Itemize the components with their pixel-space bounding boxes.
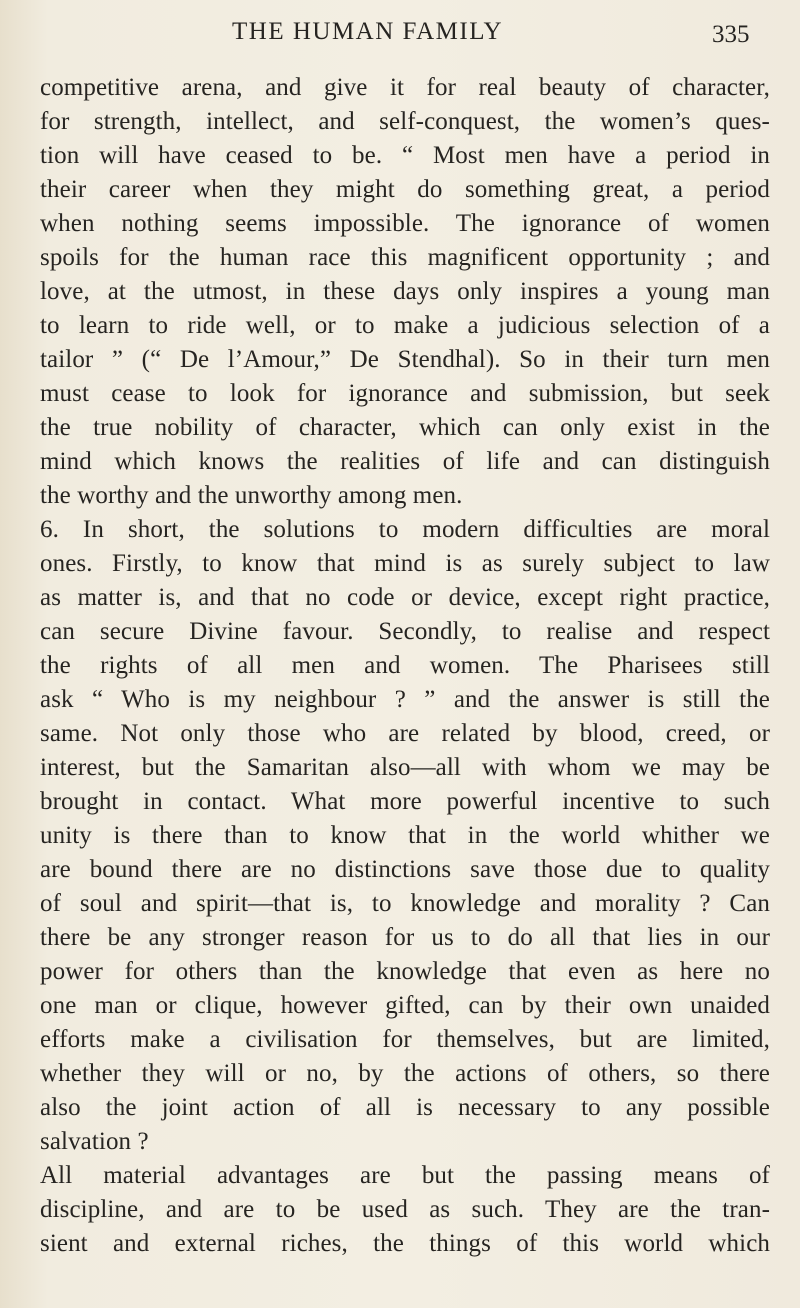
text-line: one man or clique, however gifted, can by their own unaided [40, 992, 770, 1019]
text-line: competitive arena, and give it for real beauty of character, [40, 74, 770, 101]
text-line: the rights of all men and women. The Pharisees still [40, 652, 770, 679]
text-line: love, at the utmost, in these days only inspires a young man [40, 278, 770, 305]
text-line: of soul and spirit—that is, to knowledge and morality ? Can [40, 890, 770, 917]
text-line: there be any stronger reason for us to do all that lies in our [40, 924, 770, 951]
text-line: their career when they might do something great, a period [40, 176, 770, 203]
text-line: the worthy and the unworthy among men. [40, 482, 463, 509]
text-line: tailor ” (“ De l’Amour,” De Stendhal). So in their turn men [40, 346, 770, 373]
text-line: as matter is, and that no code or device, except right practice, [40, 584, 770, 611]
text-line: must cease to look for ignorance and submission, but seek [40, 380, 770, 407]
text-line: discipline, and are to be used as such. They are the tran- [40, 1196, 770, 1223]
text-line: 6. In short, the solutions to modern difficulties are moral [40, 516, 770, 543]
body-text [40, 71, 770, 1261]
text-line: All material advantages are but the passing means of [40, 1162, 770, 1189]
text-line: to learn to ride well, or to make a judicious selection of a [40, 312, 770, 339]
text-line: when nothing seems impossible. The ignorance of women [40, 210, 770, 237]
text-line: salvation ? [40, 1128, 149, 1155]
running-head: THE HUMAN FAMILY [232, 18, 504, 45]
text-line: ask “ Who is my neighbour ? ” and the answer is still the [40, 686, 770, 713]
page-number: 335 [712, 21, 750, 48]
text-line: tion will have ceased to be. “ Most men have a period in [40, 142, 770, 169]
text-line: efforts make a civilisation for themselves, but are limited, [40, 1026, 770, 1053]
text-line: for strength, intellect, and self-conquest, the women’s ques- [40, 108, 770, 135]
text-line: the true nobility of character, which can only exist in the [40, 414, 770, 441]
text-line: ones. Firstly, to know that mind is as surely subject to law [40, 550, 770, 577]
text-line: sient and external riches, the things of this world which [40, 1230, 770, 1257]
text-line: mind which knows the realities of life and can distinguish [40, 448, 770, 475]
text-line: unity is there than to know that in the world whither we [40, 822, 770, 849]
text-line: brought in contact. What more powerful incentive to such [40, 788, 770, 815]
text-line: can secure Divine favour. Secondly, to realise and respect [40, 618, 770, 645]
page-header [0, 18, 800, 58]
text-line: power for others than the knowledge that even as here no [40, 958, 770, 985]
text-line: are bound there are no distinctions save those due to quality [40, 856, 770, 883]
text-line: spoils for the human race this magnificent opportunity ; and [40, 244, 770, 271]
text-line: also the joint action of all is necessary to any possible [40, 1094, 770, 1121]
text-line: whether they will or no, by the actions of others, so there [40, 1060, 770, 1087]
text-line: same. Not only those who are related by blood, creed, or [40, 720, 770, 747]
text-line: interest, but the Samaritan also—all with whom we may be [40, 754, 770, 781]
